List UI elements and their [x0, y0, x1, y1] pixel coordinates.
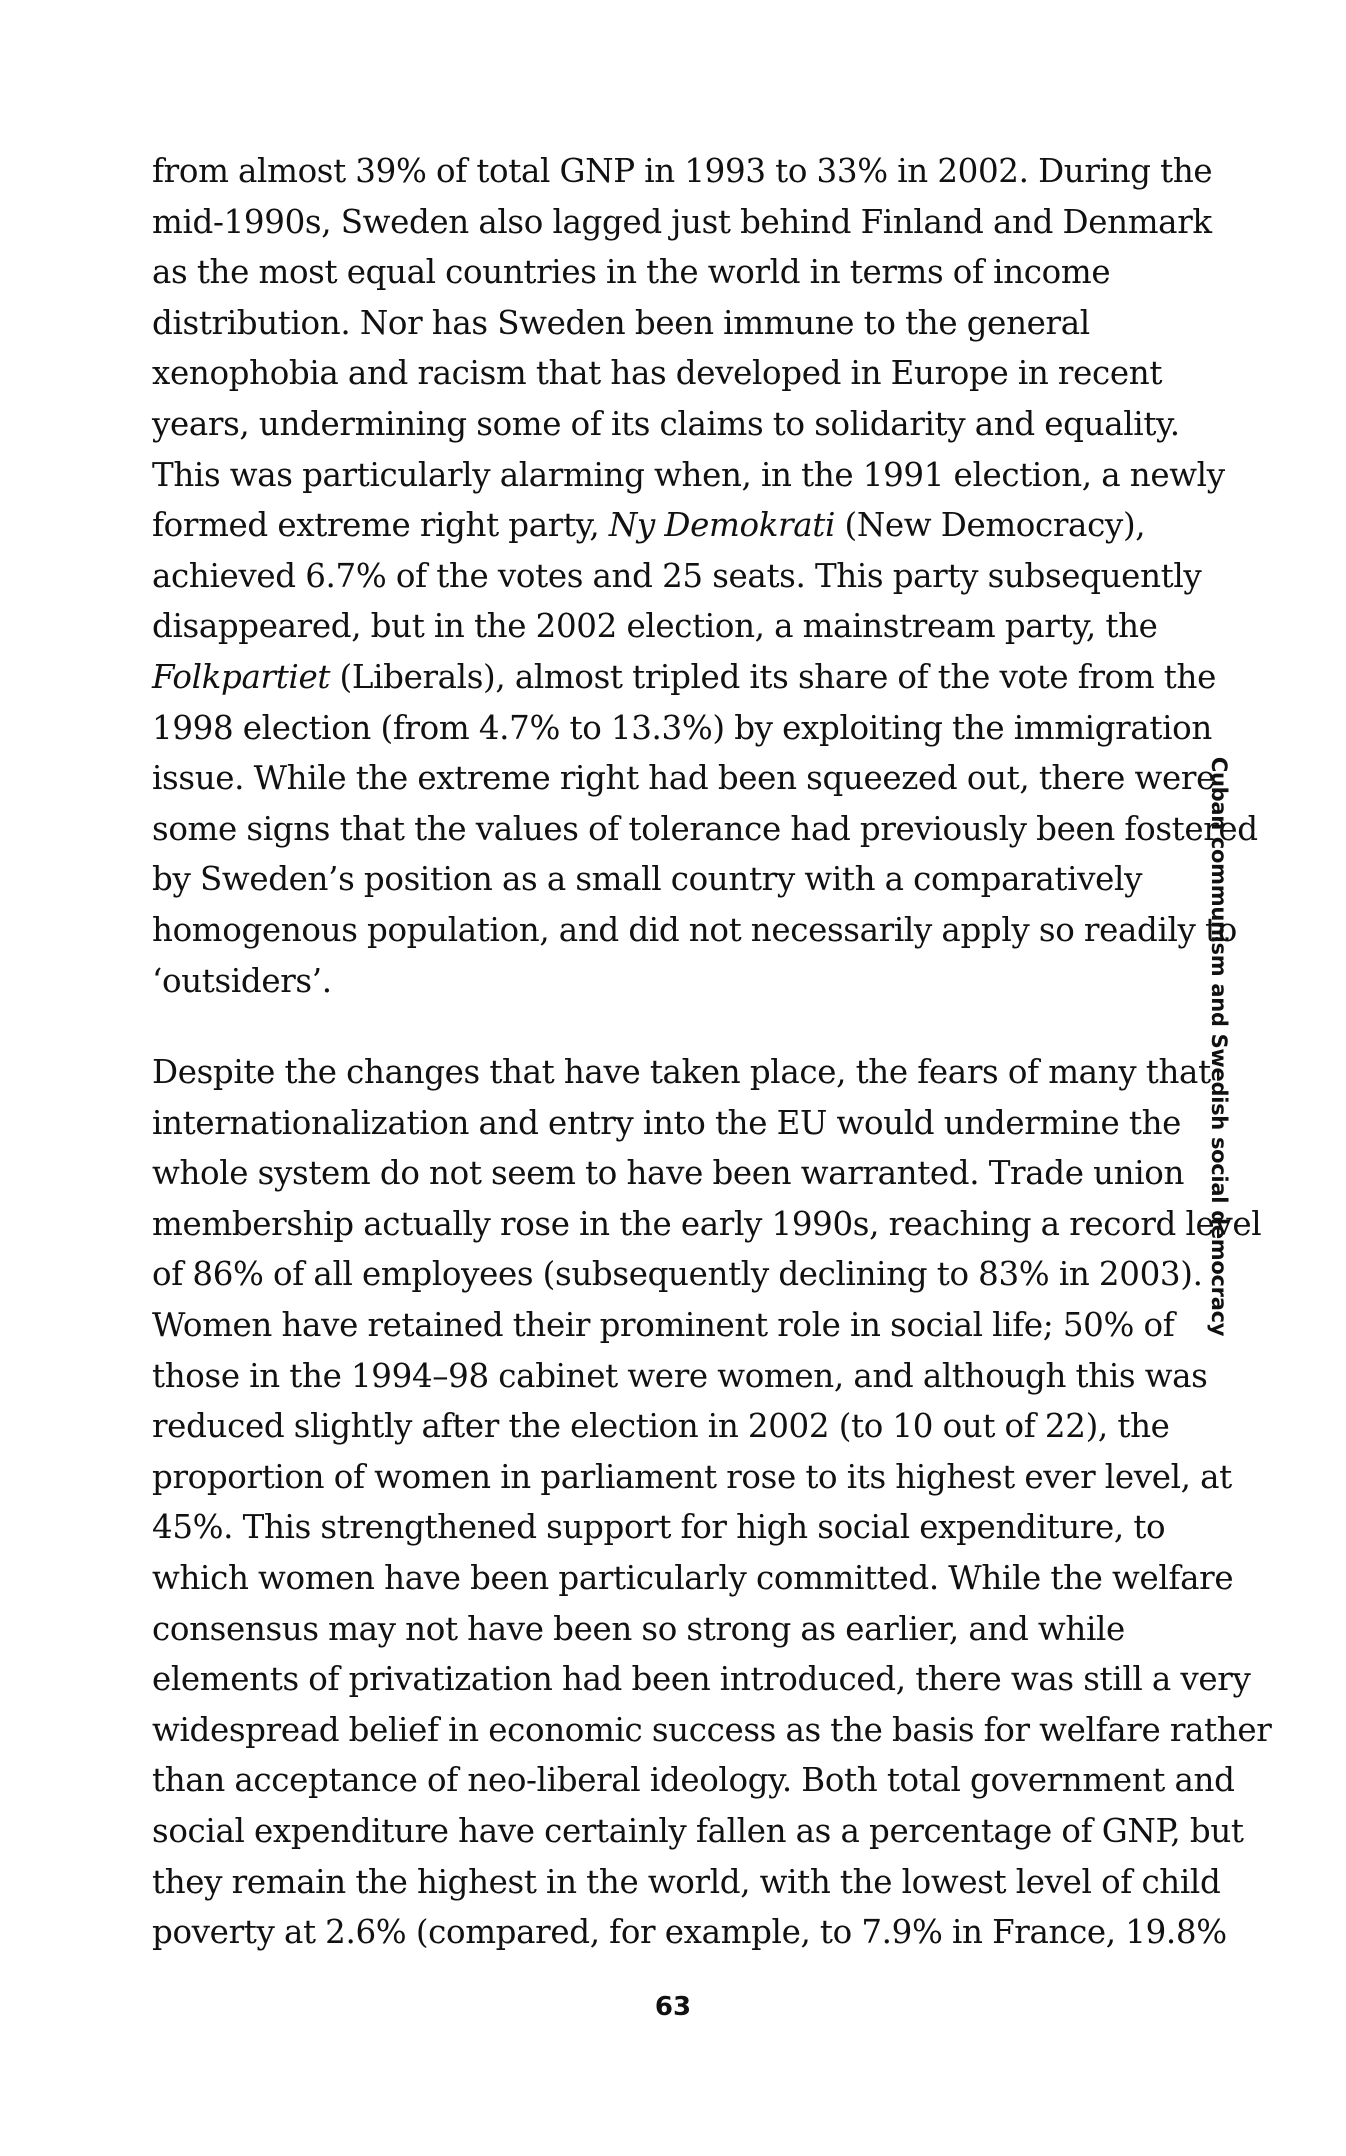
text-fragment: (New Democracy),	[835, 506, 1146, 545]
text-line: by Sweden’s position as a small country with a comparatively	[152, 860, 1143, 899]
text-line: from almost 39% of total GNP in 1993 to 33% in 2002. During the	[152, 152, 1213, 190]
body-paragraph-1	[152, 146, 1258, 1006]
text-line: poverty at 2.6% (compared, for example, to 7.9% in France, 19.8%	[152, 1913, 1227, 1952]
text-line: issue. While the extreme right had been squeezed out, there were	[152, 759, 1215, 798]
text-fragment: (Liberals), almost tripled its share of the vote from the	[330, 657, 1216, 696]
text-line: mid-1990s, Sweden also lagged just behind Finland and Denmark	[152, 202, 1212, 241]
text-line: of 86% of all employees (subsequently declining to 83% in 2003).	[152, 1255, 1203, 1294]
running-head-text: Cuban communism and Swedish social democracy	[1207, 756, 1231, 1337]
text-line: ‘outsiders’.	[152, 961, 332, 1000]
text-line: widespread belief in economic success as the basis for welfare rather	[152, 1710, 1272, 1749]
text-line: elements of privatization had been introduced, there was still a very	[152, 1660, 1251, 1699]
text-fragment: formed extreme right party,	[152, 506, 609, 545]
text-line: disappeared, but in the 2002 election, a mainstream party, the	[152, 607, 1158, 646]
text-line: Women have retained their prominent role in social life; 50% of	[152, 1305, 1175, 1344]
running-head	[1183, 738, 1255, 1355]
text-line: as the most equal countries in the world in terms of income	[152, 253, 1111, 292]
party-name-italic: Folkpartiet	[152, 657, 331, 696]
text-line: xenophobia and racism that has developed in Europe in recent	[152, 354, 1163, 393]
text-line: proportion of women in parliament rose to its highest ever level, at	[152, 1457, 1232, 1496]
text-line: consensus may not have been so strong as earlier, and while	[152, 1609, 1125, 1648]
text-line: achieved 6.7% of the votes and 25 seats. This party subsequently	[152, 556, 1202, 595]
text-line: which women have been particularly committed. While the welfare	[152, 1558, 1234, 1597]
text-line: Despite the changes that have taken place, the fears of many that	[152, 1053, 1211, 1091]
text-line: This was particularly alarming when, in the 1991 election, a newly	[152, 455, 1225, 494]
text-line: homogenous population, and did not necessarily apply so readily to	[152, 910, 1237, 949]
text-line	[152, 500, 1214, 551]
text-line	[152, 652, 1214, 703]
page-number: 63	[654, 1992, 692, 2022]
text-line: distribution. Nor has Sweden been immune to the general	[152, 303, 1090, 342]
text-line: some signs that the values of tolerance had previously been fostered	[152, 809, 1258, 848]
text-line: whole system do not seem to have been warranted. Trade union	[152, 1154, 1185, 1193]
body-paragraph-2	[152, 1047, 1272, 1958]
text-line: internationalization and entry into the EU would undermine the	[152, 1103, 1182, 1142]
party-name-italic: Ny Demokrati	[608, 506, 836, 545]
text-line: social expenditure have certainly fallen as a percentage of GNP, but	[152, 1811, 1244, 1850]
text-line: than acceptance of neo-liberal ideology. Both total government and	[152, 1761, 1235, 1800]
text-line: 45%. This strengthened support for high social expenditure, to	[152, 1508, 1166, 1547]
text-line: they remain the highest in the world, with the lowest level of child	[152, 1862, 1221, 1901]
text-line: years, undermining some of its claims to solidarity and equality.	[152, 404, 1180, 443]
text-line: those in the 1994–98 cabinet were women, and although this was	[152, 1356, 1208, 1395]
text-line: membership actually rose in the early 1990s, reaching a record level	[152, 1204, 1262, 1243]
text-line: 1998 election (from 4.7% to 13.3%) by exploiting the immigration	[152, 708, 1212, 747]
text-line: reduced slightly after the election in 2002 (to 10 out of 22), the	[152, 1407, 1170, 1446]
